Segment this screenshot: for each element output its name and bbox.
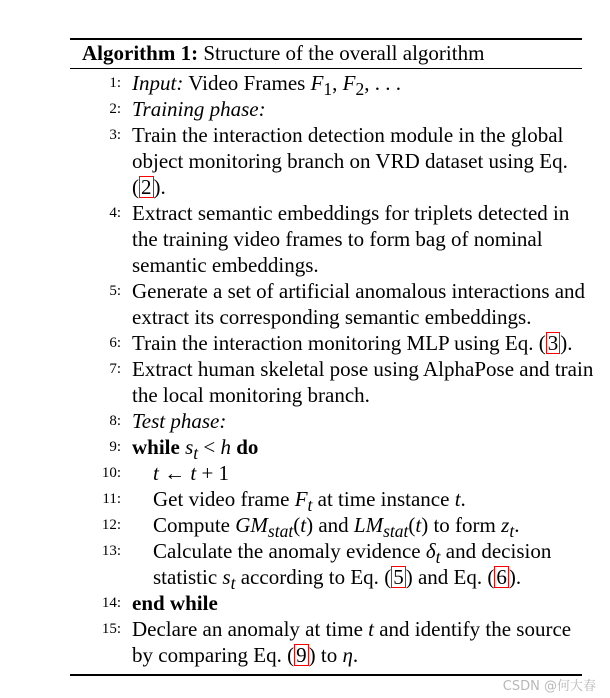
line-number: 11:	[102, 491, 121, 507]
line-number: 7:	[109, 361, 121, 377]
input-keyword: Input:	[132, 71, 184, 95]
algo-line-6: Train the interaction monitoring MLP using Eq. (3).	[132, 331, 573, 355]
line-13-text-b: and decision	[445, 539, 552, 563]
algorithm-label: Algorithm 1:	[82, 41, 199, 65]
math-F: F	[342, 71, 356, 95]
line-number: 12:	[101, 517, 121, 533]
while-keyword: while	[132, 435, 180, 459]
line-number: 3:	[109, 127, 121, 143]
line-number: 15:	[101, 621, 121, 637]
line-number: 2:	[109, 101, 121, 117]
algorithm-title	[82, 40, 484, 66]
test-phase-label: Test phase:	[132, 409, 227, 433]
algo-line-13a: Calculate the anomaly evidence $\delta_t$ and decision	[153, 539, 552, 568]
algo-line-11: Get video frame $F_t$ at time instance t.	[153, 487, 466, 516]
algo-line-4c: semantic embeddings.	[132, 253, 319, 277]
algo-line-8	[132, 408, 226, 434]
equation-reference[interactable]: 3	[547, 331, 559, 355]
watermark: CSDN @何大春	[502, 679, 596, 694]
algo-line-5b: extract its corresponding semantic embeddings.	[132, 305, 532, 329]
line-number: 1:	[109, 75, 121, 91]
do-keyword: do	[236, 435, 259, 459]
input-text: Video Frames	[188, 71, 306, 95]
line-15-text-b: and identify the source	[379, 617, 572, 641]
math-sub: 2	[355, 79, 365, 100]
equation-reference[interactable]: 6	[496, 565, 507, 589]
algo-line-12: Compute $GM_{stat}(t)$ and $LM_{stat}(t)$ to form $z_t$.	[153, 513, 520, 542]
header-rule	[70, 68, 582, 69]
algo-line-15b: by comparing Eq. (9) to η.	[132, 643, 359, 667]
algo-line-7b: the local monitoring branch.	[132, 383, 370, 407]
training-phase-label: Training phase:	[132, 97, 266, 121]
line-number: 8:	[109, 413, 121, 429]
algo-line-7a: Extract human skeletal pose using AlphaPose and train	[132, 357, 594, 381]
algo-line-3c: (2).	[132, 175, 166, 199]
algo-line-5a: Generate a set of artificial anomalous interactions and	[132, 279, 586, 303]
math-sub: 1	[323, 79, 333, 100]
equation-reference[interactable]: 5	[393, 565, 404, 589]
equation-reference[interactable]: 9	[296, 643, 307, 667]
line-11-text-b: at time instance	[317, 487, 450, 511]
algo-line-4b: the training video frames to form bag of nominal	[132, 227, 543, 251]
line-number: 10:	[101, 465, 121, 481]
algo-line-10: t ← t + 1	[153, 461, 230, 485]
math-comma: ,	[332, 71, 338, 95]
line-15-text-a: Declare an anomaly at time	[132, 617, 363, 641]
line-12-text-a: Compute	[153, 513, 230, 537]
algorithm-caption: Structure of the overall algorithm	[203, 41, 485, 65]
line-number: 14:	[101, 595, 121, 611]
line-12-text-c: to form	[433, 513, 496, 537]
line-number: 9:	[109, 439, 121, 455]
line-number: 5:	[109, 283, 121, 299]
algo-line-3a: Train the interaction detection module in the global	[132, 123, 564, 147]
line-number: 6:	[109, 335, 121, 351]
end-while-keyword: end while	[132, 591, 218, 615]
line-13-text-c: statistic	[153, 565, 218, 589]
algo-line-3b: object monitoring branch on VRD dataset using Eq.	[132, 149, 568, 173]
line-number: 4:	[109, 205, 121, 221]
line-13-text-d: according to Eq.	[240, 565, 379, 589]
algo-line-15a: Declare an anomaly at time t and identify the source	[132, 617, 572, 641]
equation-reference[interactable]: 2	[141, 175, 152, 199]
line-11-text-a: Get video frame	[153, 487, 290, 511]
algo-line-14	[132, 590, 218, 616]
line-6-text: Train the interaction monitoring MLP using Eq.	[132, 331, 534, 355]
math-ellipsis: , . . .	[364, 71, 401, 95]
algo-line-9: while $s_t < h$ do	[132, 435, 259, 464]
line-13-text-a: Calculate the anomaly evidence	[153, 539, 421, 563]
math-F: F	[310, 71, 324, 95]
algo-line-4a: Extract semantic embeddings for triplets detected in	[132, 201, 570, 225]
line-12-text-b: and	[318, 513, 349, 537]
algo-line-13b: statistic $s_t$ according to Eq. (5) and Eq. (6).	[153, 565, 522, 594]
line-15-text-d: to	[320, 643, 338, 667]
line-number: 13:	[101, 543, 121, 559]
line-15-text-c: by comparing Eq.	[132, 643, 282, 667]
line-13-text-e: and Eq.	[417, 565, 483, 589]
algo-line-2	[132, 96, 266, 122]
